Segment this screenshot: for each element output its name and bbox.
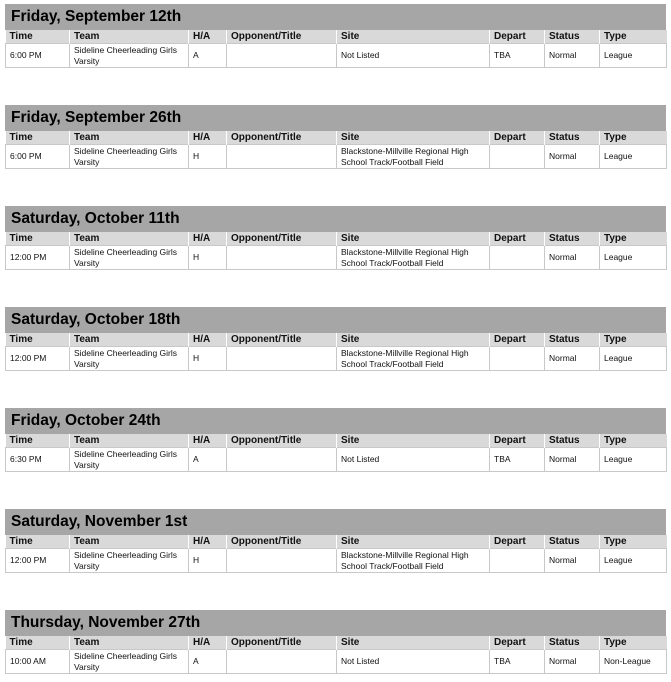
- cell-home-away: H: [189, 246, 227, 270]
- col-header-time: Time: [6, 333, 70, 347]
- cell-depart: TBA: [490, 44, 545, 68]
- cell-opponent: [227, 347, 337, 371]
- cell-depart: TBA: [490, 448, 545, 472]
- cell-opponent: [227, 246, 337, 270]
- cell-opponent: [227, 650, 337, 674]
- col-header-status: Status: [545, 30, 600, 44]
- col-header-ha: H/A: [189, 30, 227, 44]
- cell-time: 12:00 PM: [6, 246, 70, 270]
- event-block: [5, 307, 666, 371]
- cell-site: Blackstone-Millville Regional High School Track/Football Field: [337, 549, 490, 573]
- col-header-time: Time: [6, 232, 70, 246]
- cell-team: Sideline Cheerleading Girls Varsity: [70, 246, 189, 270]
- cell-home-away: A: [189, 44, 227, 68]
- col-header-site: Site: [337, 636, 490, 650]
- cell-time: 6:30 PM: [6, 448, 70, 472]
- event-table: [5, 232, 667, 270]
- event-block: [5, 408, 666, 472]
- cell-opponent: [227, 448, 337, 472]
- cell-type: League: [600, 549, 667, 573]
- col-header-team: Team: [70, 434, 189, 448]
- cell-status: Normal: [545, 549, 600, 573]
- event-row: [6, 347, 667, 371]
- cell-home-away: H: [189, 549, 227, 573]
- col-header-ha: H/A: [189, 636, 227, 650]
- event-row: [6, 650, 667, 674]
- cell-team: Sideline Cheerleading Girls Varsity: [70, 44, 189, 68]
- event-date-heading: Thursday, November 27th: [5, 610, 666, 636]
- event-row: [6, 549, 667, 573]
- cell-team: Sideline Cheerleading Girls Varsity: [70, 347, 189, 371]
- event-row: [6, 145, 667, 169]
- cell-depart: [490, 347, 545, 371]
- event-date-heading: Saturday, October 11th: [5, 206, 666, 232]
- col-header-team: Team: [70, 333, 189, 347]
- col-header-status: Status: [545, 232, 600, 246]
- cell-time: 10:00 AM: [6, 650, 70, 674]
- col-header-opponent: Opponent/Title: [227, 636, 337, 650]
- cell-site: Not Listed: [337, 448, 490, 472]
- event-row: [6, 448, 667, 472]
- event-row: [6, 44, 667, 68]
- event-date-heading: Saturday, November 1st: [5, 509, 666, 535]
- col-header-team: Team: [70, 30, 189, 44]
- cell-team: Sideline Cheerleading Girls Varsity: [70, 145, 189, 169]
- col-header-site: Site: [337, 434, 490, 448]
- col-header-time: Time: [6, 434, 70, 448]
- col-header-time: Time: [6, 636, 70, 650]
- col-header-depart: Depart: [490, 131, 545, 145]
- col-header-status: Status: [545, 131, 600, 145]
- cell-type: Non-League: [600, 650, 667, 674]
- cell-status: Normal: [545, 246, 600, 270]
- col-header-ha: H/A: [189, 535, 227, 549]
- col-header-time: Time: [6, 30, 70, 44]
- col-header-type: Type: [600, 30, 667, 44]
- col-header-site: Site: [337, 30, 490, 44]
- cell-opponent: [227, 44, 337, 68]
- cell-status: Normal: [545, 448, 600, 472]
- column-header-row: [6, 434, 667, 448]
- event-block: [5, 509, 666, 573]
- column-header-row: [6, 131, 667, 145]
- col-header-depart: Depart: [490, 30, 545, 44]
- event-date-heading: Friday, October 24th: [5, 408, 666, 434]
- col-header-depart: Depart: [490, 434, 545, 448]
- cell-team: Sideline Cheerleading Girls Varsity: [70, 549, 189, 573]
- column-header-row: [6, 30, 667, 44]
- cell-status: Normal: [545, 650, 600, 674]
- cell-time: 6:00 PM: [6, 44, 70, 68]
- event-row: [6, 246, 667, 270]
- cell-type: League: [600, 44, 667, 68]
- col-header-opponent: Opponent/Title: [227, 232, 337, 246]
- cell-status: Normal: [545, 44, 600, 68]
- col-header-site: Site: [337, 535, 490, 549]
- col-header-ha: H/A: [189, 131, 227, 145]
- cell-depart: TBA: [490, 650, 545, 674]
- column-header-row: [6, 232, 667, 246]
- cell-time: 6:00 PM: [6, 145, 70, 169]
- cell-home-away: H: [189, 347, 227, 371]
- cell-type: League: [600, 145, 667, 169]
- col-header-team: Team: [70, 535, 189, 549]
- event-date-heading: Friday, September 26th: [5, 105, 666, 131]
- event-table: [5, 333, 667, 371]
- col-header-status: Status: [545, 434, 600, 448]
- event-block: [5, 610, 666, 674]
- col-header-ha: H/A: [189, 232, 227, 246]
- col-header-time: Time: [6, 131, 70, 145]
- col-header-team: Team: [70, 232, 189, 246]
- cell-depart: [490, 145, 545, 169]
- col-header-opponent: Opponent/Title: [227, 434, 337, 448]
- col-header-type: Type: [600, 333, 667, 347]
- event-table: [5, 434, 667, 472]
- col-header-depart: Depart: [490, 535, 545, 549]
- event-date-heading: Friday, September 12th: [5, 4, 666, 30]
- column-header-row: [6, 333, 667, 347]
- cell-depart: [490, 246, 545, 270]
- col-header-opponent: Opponent/Title: [227, 535, 337, 549]
- col-header-depart: Depart: [490, 333, 545, 347]
- col-header-opponent: Opponent/Title: [227, 333, 337, 347]
- event-block: [5, 105, 666, 169]
- col-header-team: Team: [70, 636, 189, 650]
- col-header-depart: Depart: [490, 232, 545, 246]
- cell-site: Not Listed: [337, 44, 490, 68]
- event-table: [5, 30, 667, 68]
- col-header-status: Status: [545, 636, 600, 650]
- cell-site: Blackstone-Millville Regional High School Track/Football Field: [337, 246, 490, 270]
- cell-depart: [490, 549, 545, 573]
- col-header-opponent: Opponent/Title: [227, 30, 337, 44]
- col-header-status: Status: [545, 535, 600, 549]
- event-table: [5, 131, 667, 169]
- event-block: [5, 4, 666, 68]
- cell-team: Sideline Cheerleading Girls Varsity: [70, 650, 189, 674]
- cell-home-away: A: [189, 448, 227, 472]
- cell-home-away: H: [189, 145, 227, 169]
- column-header-row: [6, 636, 667, 650]
- col-header-ha: H/A: [189, 333, 227, 347]
- col-header-opponent: Opponent/Title: [227, 131, 337, 145]
- event-block: [5, 206, 666, 270]
- cell-status: Normal: [545, 145, 600, 169]
- cell-site: Blackstone-Millville Regional High School Track/Football Field: [337, 347, 490, 371]
- cell-type: League: [600, 246, 667, 270]
- col-header-type: Type: [600, 232, 667, 246]
- cell-opponent: [227, 549, 337, 573]
- col-header-site: Site: [337, 232, 490, 246]
- col-header-depart: Depart: [490, 636, 545, 650]
- col-header-time: Time: [6, 535, 70, 549]
- col-header-status: Status: [545, 333, 600, 347]
- col-header-type: Type: [600, 636, 667, 650]
- cell-team: Sideline Cheerleading Girls Varsity: [70, 448, 189, 472]
- cell-opponent: [227, 145, 337, 169]
- cell-home-away: A: [189, 650, 227, 674]
- event-table: [5, 535, 667, 573]
- col-header-type: Type: [600, 434, 667, 448]
- col-header-site: Site: [337, 333, 490, 347]
- cell-site: Blackstone-Millville Regional High School Track/Football Field: [337, 145, 490, 169]
- cell-time: 12:00 PM: [6, 549, 70, 573]
- col-header-ha: H/A: [189, 434, 227, 448]
- cell-type: League: [600, 448, 667, 472]
- cell-time: 12:00 PM: [6, 347, 70, 371]
- event-date-heading: Saturday, October 18th: [5, 307, 666, 333]
- col-header-type: Type: [600, 535, 667, 549]
- cell-status: Normal: [545, 347, 600, 371]
- cell-type: League: [600, 347, 667, 371]
- col-header-type: Type: [600, 131, 667, 145]
- event-table: [5, 636, 667, 674]
- col-header-team: Team: [70, 131, 189, 145]
- cell-site: Not Listed: [337, 650, 490, 674]
- column-header-row: [6, 535, 667, 549]
- col-header-site: Site: [337, 131, 490, 145]
